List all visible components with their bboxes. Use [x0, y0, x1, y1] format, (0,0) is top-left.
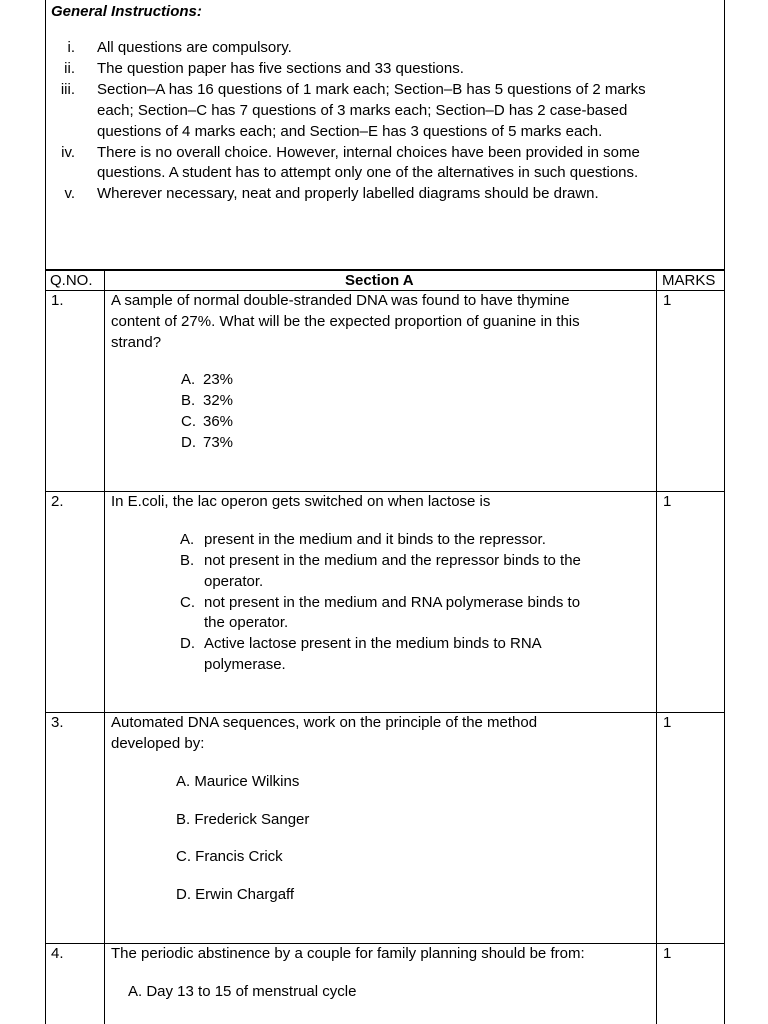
- question-number: 2.: [51, 493, 64, 510]
- option-letter: A.: [180, 531, 195, 548]
- table-right-border: [724, 270, 725, 1024]
- option-text: Active lactose present in the medium binds to RNA: [204, 635, 542, 652]
- header-marks: MARKS: [662, 272, 716, 289]
- question-text: A sample of normal double-stranded DNA was found to have thymine: [111, 292, 570, 309]
- option-text: 36%: [203, 413, 234, 430]
- option-letter: D.: [180, 635, 195, 652]
- option-text: not present in the medium and the repressor binds to the: [204, 552, 581, 569]
- question-number: 4.: [51, 945, 64, 962]
- option-text: operator.: [204, 573, 264, 590]
- option-letter: B.: [181, 392, 196, 409]
- question-text: developed by:: [111, 735, 205, 752]
- question-marks: 1: [663, 945, 672, 962]
- option-text: C. Francis Crick: [176, 848, 283, 865]
- instruction-line: Section–A has 16 questions of 1 mark each; Section–B has 5 questions of 2 marks: [97, 81, 646, 98]
- option-text: 32%: [203, 392, 234, 409]
- option-letter: D.: [181, 434, 196, 451]
- table-col-divider-2: [656, 270, 657, 1024]
- table-left-border: [45, 270, 46, 1024]
- instruction-line: Wherever necessary, neat and properly labelled diagrams should be drawn.: [97, 185, 599, 202]
- option-text: 23%: [203, 371, 234, 388]
- header-qno: Q.NO.: [50, 272, 93, 289]
- option-letter: C.: [180, 594, 195, 611]
- option-text: D. Erwin Chargaff: [176, 886, 295, 903]
- question-text: The periodic abstinence by a couple for family planning should be from:: [111, 945, 585, 962]
- option-text: B. Frederick Sanger: [176, 811, 310, 828]
- instruction-line: The question paper has five sections and 33 questions.: [97, 60, 464, 77]
- instruction-num: ii.: [64, 60, 75, 77]
- question-marks: 1: [663, 292, 672, 309]
- instruction-line: questions of 4 marks each; and Section–E has 3 questions of 5 marks each.: [97, 123, 603, 140]
- instructions-title: General Instructions:: [51, 3, 202, 20]
- question-text: content of 27%. What will be the expected proportion of guanine in this: [111, 313, 580, 330]
- question-text: Automated DNA sequences, work on the principle of the method: [111, 714, 538, 731]
- header-section: Section A: [345, 272, 414, 289]
- table-col-divider-1: [104, 270, 105, 1024]
- option-text: present in the medium and it binds to the repressor.: [204, 531, 546, 548]
- instruction-line: There is no overall choice. However, internal choices have been provided in some: [97, 144, 640, 161]
- instruction-num: i.: [67, 39, 75, 56]
- question-text: In E.coli, the lac operon gets switched on when lactose is: [111, 493, 491, 510]
- instruction-line: questions. A student has to attempt only one of the alternatives in such questions.: [97, 164, 639, 181]
- option-letter: C.: [181, 413, 196, 430]
- instruction-line: All questions are compulsory.: [97, 39, 292, 56]
- question-text: strand?: [111, 334, 162, 351]
- option-text: A. Maurice Wilkins: [176, 773, 300, 790]
- instruction-num: iii.: [60, 81, 75, 98]
- question-number: 1.: [51, 292, 64, 309]
- option-letter: A.: [181, 371, 196, 388]
- instruction-line: each; Section–C has 7 questions of 3 marks each; Section–D has 2 case-based: [97, 102, 628, 119]
- option-text: the operator.: [204, 614, 289, 631]
- instruction-num: iv.: [61, 144, 75, 161]
- question-marks: 1: [663, 714, 672, 731]
- option-text: 73%: [203, 434, 234, 451]
- question-marks: 1: [663, 493, 672, 510]
- instruction-num: v.: [64, 185, 75, 202]
- option-text: A. Day 13 to 15 of menstrual cycle: [128, 983, 357, 1000]
- option-text: not present in the medium and RNA polymerase binds to: [204, 594, 581, 611]
- option-letter: B.: [180, 552, 195, 569]
- question-number: 3.: [51, 714, 64, 731]
- option-text: polymerase.: [204, 656, 286, 673]
